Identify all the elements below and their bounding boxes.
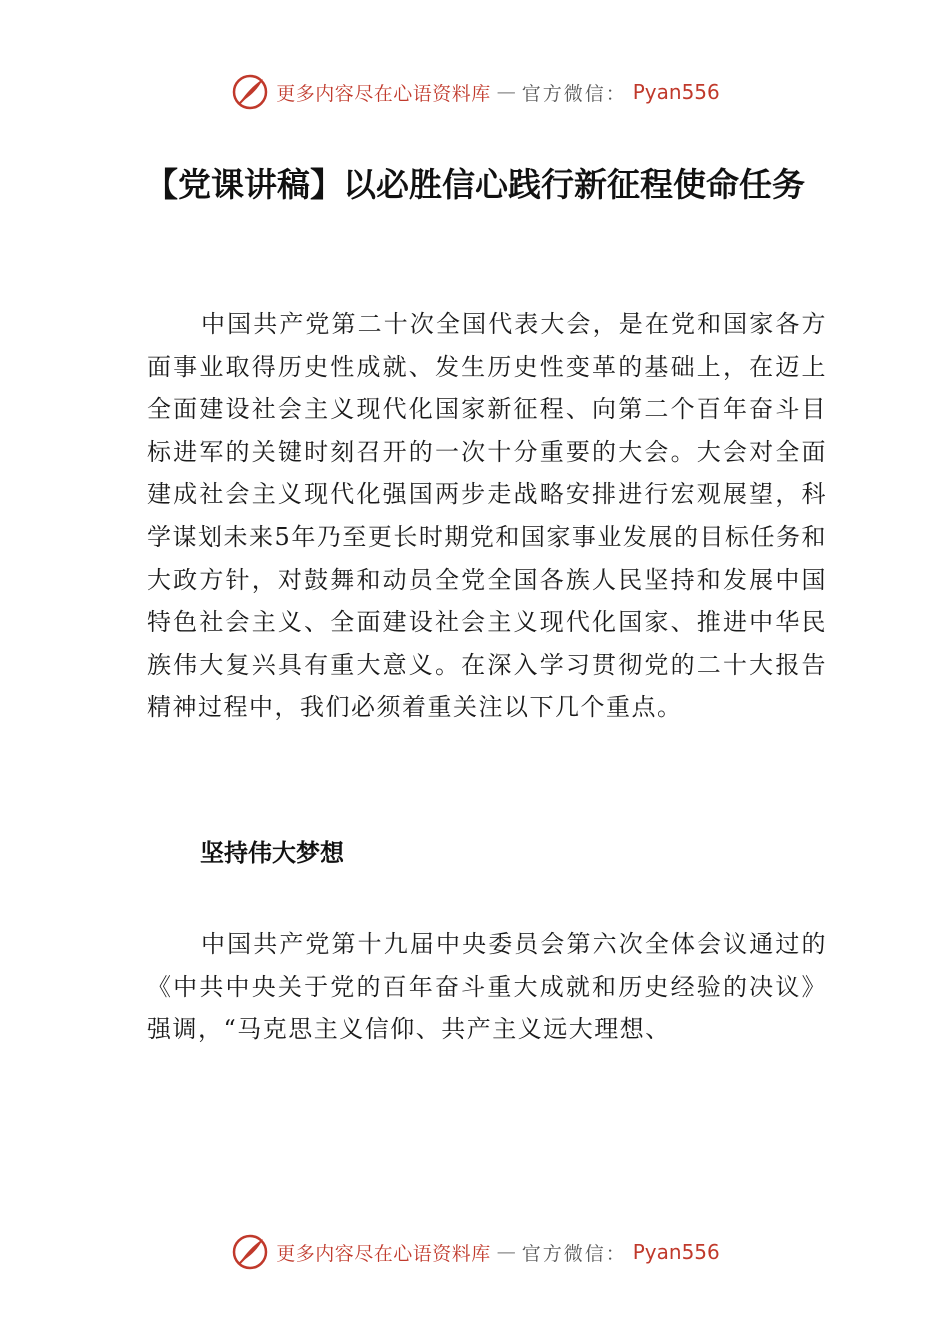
banner-wechat-id: Pyan556 xyxy=(632,80,720,104)
footer-banner xyxy=(0,1228,950,1276)
banner-wechat-id: Pyan556 xyxy=(632,1240,720,1264)
header-banner xyxy=(0,68,950,116)
banner-wechat-label: 官方微信： xyxy=(521,82,627,105)
banner-separator: — xyxy=(496,1241,516,1263)
feather-pen-logo-icon xyxy=(230,72,270,112)
banner-separator: — xyxy=(496,81,516,103)
banner-promo-text: 更多内容尽在心语资料库 xyxy=(276,1242,491,1265)
document-title: 【党课讲稿】以必胜信心践行新征程使命任务 xyxy=(145,165,805,204)
banner-promo-text: 更多内容尽在心语资料库 xyxy=(276,82,491,105)
body-paragraph-2: 中国共产党第十九届中央委员会第六次全体会议通过的《中共中央关于党的百年奋斗重大成就和历史经验的决议》强调，“马克思主义信仰、共产主义远大理想、 xyxy=(147,930,827,1044)
feather-pen-logo-icon xyxy=(230,1232,270,1272)
banner-wechat-label: 官方微信： xyxy=(521,1242,627,1265)
section-heading: 坚持伟大梦想 xyxy=(200,839,344,867)
body-paragraph-1: 中国共产党第二十次全国代表大会，是在党和国家各方面事业取得历史性成就、发生历史性变革的基础上，在迈上全面建设社会主义现代化国家新征程、向第二个百年奋斗目标进军的关键时刻召开的一次十分重要的大会。大会对全面建成社会主义现代化强国两步走战略安排进行宏观展望，科学谋划未来5年乃至更长时期党和国家事业发展的目标任务和大政方针，对鼓舞和动员全党全国各族人民坚持和发展中国特色社会主义、全面建设社会主义现代化国家、推进中华民族伟大复兴具有重大意义。在深入学习贯彻党的二十大报告精神过程中，我们必须着重关注以下几个重点。 xyxy=(147,310,827,722)
